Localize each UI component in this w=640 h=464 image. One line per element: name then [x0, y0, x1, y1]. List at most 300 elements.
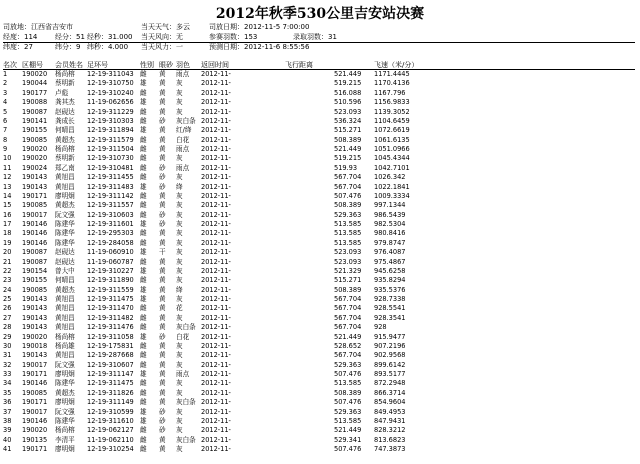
- cell-loft-id: 190135: [22, 435, 48, 444]
- cell-distance: 523.093: [334, 107, 362, 116]
- table-row: [3, 267, 635, 276]
- cell-return-date: 2012-11-: [201, 388, 231, 397]
- cell-ring-number: 12-19-311147: [87, 370, 134, 378]
- cell-loft-id: 190141: [22, 116, 48, 125]
- cell-eye-sand: 砂: [159, 407, 166, 416]
- cell-eye-sand: 黄: [159, 107, 166, 116]
- cell-speed: 1022.1841: [374, 182, 410, 191]
- cell-eye-sand: 砂: [159, 220, 166, 228]
- table-row: [3, 145, 635, 154]
- cell-ring-number: 12-19-311610: [87, 416, 134, 425]
- cell-return-date: 2012-11-: [201, 313, 231, 322]
- cell-rank: 21: [3, 257, 12, 266]
- cell-ring-number: 12-19-311559: [87, 285, 134, 294]
- cell-feather-color: 红/绛: [176, 126, 192, 135]
- cell-sex: 雌: [140, 135, 147, 144]
- cell-eye-sand: 黄: [159, 285, 166, 294]
- cell-member-name: 杨尚榕: [55, 70, 75, 78]
- cell-loft-id: 190018: [22, 341, 48, 350]
- cell-loft-id: 190087: [22, 107, 48, 116]
- cell-sex: 雌: [140, 210, 147, 219]
- cell-distance: 529.363: [334, 210, 362, 219]
- cell-feather-color: 雨点: [176, 70, 190, 78]
- results-table-header: [3, 61, 635, 70]
- cell-member-name: 蔡明新: [55, 79, 75, 88]
- cell-speed: 1045.4344: [374, 154, 410, 163]
- cell-sex: 雌: [140, 173, 147, 182]
- cell-return-date: 2012-11-: [201, 304, 231, 313]
- cell-sex: 雌: [140, 191, 147, 200]
- table-row: [3, 239, 635, 248]
- cell-eye-sand: 黄: [159, 341, 166, 350]
- cell-rank: 35: [3, 388, 12, 397]
- info-row-2: [3, 33, 635, 44]
- cell-speed: 928: [374, 323, 387, 332]
- cell-return-date: 2012-11-: [201, 435, 231, 444]
- cell-feather-color: 灰: [176, 191, 183, 200]
- cell-eye-sand: 黄: [159, 379, 166, 388]
- cell-feather-color: 灰: [176, 88, 183, 97]
- cell-eye-sand: 干: [159, 248, 166, 257]
- cell-speed: 854.9604: [374, 398, 406, 407]
- cell-member-name: 阮文强: [55, 407, 75, 416]
- cell-distance: 515.271: [334, 276, 362, 285]
- cell-loft-id: 190143: [22, 182, 48, 191]
- cell-speed: 1009.3334: [374, 191, 410, 200]
- cell-ring-number: 12-19-310481: [87, 163, 134, 172]
- cell-ring-number: 12-19-310254: [87, 445, 134, 453]
- cell-ring-number: 12-19-311475: [87, 295, 134, 303]
- cell-sex: 雌: [140, 70, 147, 78]
- cell-rank: 33: [3, 370, 12, 378]
- cell-loft-id: 190171: [22, 370, 48, 378]
- cell-member-name: 郑乙南: [55, 163, 75, 172]
- cell-eye-sand: 黄: [159, 295, 166, 303]
- cell-feather-color: 灰: [176, 341, 183, 350]
- cell-loft-id: 190085: [22, 388, 48, 397]
- cell-eye-sand: 黄: [159, 435, 166, 444]
- cell-member-name: 陈建华: [55, 379, 75, 388]
- cell-rank: 34: [3, 379, 12, 388]
- cell-rank: 28: [3, 323, 12, 332]
- cell-member-name: 黄旭昌: [55, 304, 75, 313]
- cell-return-date: 2012-11-: [201, 79, 231, 88]
- cell-loft-id: 190146: [22, 416, 48, 425]
- cell-sex: 雄: [140, 266, 147, 275]
- cell-member-name: 黄旭昌: [55, 173, 75, 182]
- cell-feather-color: 灰: [176, 351, 183, 360]
- forecast-date: 预测日期：2012-11-6 8:55:56: [209, 43, 310, 51]
- cell-return-date: 2012-11-: [201, 107, 231, 116]
- cell-distance: 567.704: [334, 182, 362, 191]
- cell-speed: 986.5439: [374, 210, 406, 219]
- cell-return-date: 2012-11-: [201, 191, 231, 200]
- latitude-sec: 纬秒：4.000: [87, 43, 129, 51]
- cell-speed: 980.8416: [374, 229, 406, 238]
- cell-distance: 508.389: [334, 388, 362, 397]
- cell-sex: 雌: [140, 360, 147, 369]
- cell-feather-color: 灰: [176, 248, 183, 257]
- table-row: [3, 379, 635, 388]
- cell-eye-sand: 砂: [159, 116, 166, 125]
- cell-speed: 907.2196: [374, 341, 406, 350]
- table-row: [3, 370, 635, 379]
- cell-rank: 7: [3, 126, 8, 135]
- cell-eye-sand: 砂: [159, 182, 166, 191]
- cell-speed: 935.5376: [374, 285, 406, 294]
- cell-distance: 508.389: [334, 201, 362, 210]
- cell-sex: 雌: [140, 163, 147, 172]
- cell-feather-color: 灰白条: [176, 435, 196, 444]
- table-row: [3, 89, 635, 98]
- cell-feather-color: 灰: [176, 107, 183, 116]
- cell-ring-number: 12-19-311826: [87, 388, 134, 397]
- cell-member-name: 杨尚榕: [55, 145, 75, 153]
- cell-distance: 507.476: [334, 191, 362, 200]
- cell-rank: 41: [3, 445, 12, 453]
- cell-eye-sand: 黄: [159, 88, 166, 97]
- table-row: [3, 192, 635, 201]
- cell-speed: 935.8294: [374, 276, 406, 285]
- cell-rank: 9: [3, 145, 8, 153]
- table-row: [3, 136, 635, 145]
- cell-member-name: 阮文强: [55, 210, 75, 219]
- cell-speed: 997.1344: [374, 201, 406, 210]
- cell-distance: 521.449: [334, 332, 362, 341]
- cell-distance: 513.585: [334, 416, 362, 425]
- cell-distance: 507.476: [334, 370, 362, 378]
- cell-loft-id: 190171: [22, 398, 48, 407]
- cell-return-date: 2012-11-: [201, 276, 231, 285]
- cell-return-date: 2012-11-: [201, 116, 231, 125]
- cell-sex: 雌: [140, 313, 147, 322]
- table-row: [3, 351, 635, 360]
- cell-return-date: 2012-11-: [201, 145, 231, 153]
- cell-speed: 1072.6619: [374, 126, 410, 135]
- cell-feather-color: 灰: [176, 220, 183, 228]
- cell-loft-id: 190155: [22, 126, 48, 135]
- cell-feather-color: 灰: [176, 266, 183, 275]
- cell-loft-id: 190017: [22, 360, 48, 369]
- cell-return-date: 2012-11-: [201, 379, 231, 388]
- cell-rank: 14: [3, 191, 12, 200]
- cell-feather-color: 灰: [176, 313, 183, 322]
- cell-sex: 雌: [140, 379, 147, 388]
- cell-ring-number: 12-19-311455: [87, 173, 134, 182]
- cell-ring-number: 12-19-311470: [87, 304, 134, 313]
- cell-ring-number: 12-19-311482: [87, 313, 134, 322]
- cell-speed: 828.3212: [374, 426, 406, 435]
- cell-speed: 928.3541: [374, 313, 406, 322]
- cell-eye-sand: 黄: [159, 398, 166, 407]
- longitude-sec: 经秒：31.000: [87, 32, 133, 41]
- cell-speed: 899.6142: [374, 360, 406, 369]
- cell-speed: 982.5304: [374, 220, 406, 228]
- cell-return-date: 2012-11-: [201, 341, 231, 350]
- cell-return-date: 2012-11-: [201, 248, 231, 257]
- cell-loft-id: 190143: [22, 323, 48, 332]
- cell-rank: 8: [3, 135, 8, 144]
- cell-member-name: 黄旭昌: [55, 351, 75, 360]
- cell-ring-number: 12-19-062127: [87, 426, 134, 435]
- longitude-deg: 经度：114: [3, 32, 38, 41]
- table-row: [3, 70, 635, 79]
- cell-sex: 雄: [140, 370, 147, 378]
- cell-feather-color: 灰: [176, 154, 183, 163]
- cell-sex: 雄: [140, 248, 147, 257]
- cell-feather-color: 灰: [176, 210, 183, 219]
- cell-ring-number: 12-19-311601: [87, 220, 134, 228]
- cell-sex: 雌: [140, 398, 147, 407]
- cell-rank: 37: [3, 407, 12, 416]
- latitude-min: 纬分：9: [55, 43, 81, 51]
- cell-speed: 902.9568: [374, 351, 406, 360]
- cell-member-name: 陈建华: [55, 220, 75, 228]
- cell-member-name: 陈建华: [55, 229, 75, 238]
- cell-loft-id: 190020: [22, 154, 48, 163]
- cell-member-name: 黄旭昌: [55, 313, 75, 322]
- cell-ring-number: 12-19-311483: [87, 182, 134, 191]
- table-row: [3, 445, 635, 454]
- cell-speed: 847.9431: [374, 416, 406, 425]
- cell-ring-number: 12-19-287668: [87, 351, 134, 360]
- cell-sex: 雌: [140, 107, 147, 116]
- cell-return-date: 2012-11-: [201, 182, 231, 191]
- cell-ring-number: 11-19-060910: [87, 248, 134, 257]
- cell-ring-number: 12-19-310607: [87, 360, 134, 369]
- cell-rank: 26: [3, 304, 12, 313]
- cell-member-name: 廖明炯: [55, 398, 75, 407]
- cell-rank: 4: [3, 98, 8, 107]
- weather: 当天天气：多云: [141, 23, 190, 31]
- cell-feather-color: 灰: [176, 98, 183, 107]
- cell-feather-color: 灰: [176, 445, 183, 453]
- cell-member-name: 杨尚雄: [55, 341, 75, 350]
- cell-return-date: 2012-11-: [201, 163, 231, 172]
- cell-sex: 雄: [140, 126, 147, 135]
- header-distance: 飞行距离: [285, 61, 313, 69]
- cell-feather-color: 灰: [176, 79, 183, 88]
- cell-ring-number: 12-19-310750: [87, 79, 134, 88]
- cell-rank: 24: [3, 285, 12, 294]
- cell-feather-color: 灰: [176, 238, 183, 247]
- cell-member-name: 阮文强: [55, 360, 75, 369]
- cell-feather-color: 雨点: [176, 145, 190, 153]
- cell-rank: 11: [3, 163, 12, 172]
- cell-distance: 528.652: [334, 341, 362, 350]
- cell-member-name: 蔡明新: [55, 154, 75, 163]
- results-table-body: [3, 70, 635, 454]
- cell-return-date: 2012-11-: [201, 201, 231, 210]
- table-row: [3, 426, 635, 435]
- table-row: [3, 126, 635, 135]
- cell-eye-sand: 砂: [159, 426, 166, 435]
- cell-member-name: 何晴昌: [55, 126, 75, 135]
- cell-rank: 22: [3, 266, 12, 275]
- cell-rank: 2: [3, 79, 8, 88]
- cell-eye-sand: 黄: [159, 79, 166, 88]
- cell-return-date: 2012-11-: [201, 88, 231, 97]
- header-feather-color: 羽色: [176, 61, 190, 69]
- cell-feather-color: 雨点: [176, 370, 190, 378]
- cell-loft-id: 190088: [22, 98, 48, 107]
- cell-distance: 529.363: [334, 360, 362, 369]
- table-row: [3, 323, 635, 332]
- cell-eye-sand: 砂: [159, 332, 166, 341]
- latitude-deg: 纬度：27: [3, 43, 33, 51]
- cell-sex: 雌: [140, 435, 147, 444]
- cell-sex: 雌: [140, 229, 147, 238]
- header-eye-sand: 眼砂: [159, 61, 173, 69]
- cell-loft-id: 190087: [22, 257, 48, 266]
- cell-rank: 36: [3, 398, 12, 407]
- cell-sex: 雌: [140, 323, 147, 332]
- cell-rank: 31: [3, 351, 12, 360]
- header-speed: 飞速（米/分）: [374, 61, 419, 69]
- race-info-panel: [3, 23, 635, 53]
- cell-eye-sand: 砂: [159, 173, 166, 182]
- cell-eye-sand: 黄: [159, 351, 166, 360]
- cell-member-name: 杨尚榕: [55, 426, 75, 435]
- table-row: [3, 154, 635, 163]
- cell-sex: 雌: [140, 304, 147, 313]
- cell-return-date: 2012-11-: [201, 398, 231, 407]
- cell-eye-sand: 砂: [159, 416, 166, 425]
- table-row: [3, 295, 635, 304]
- cell-eye-sand: 黄: [159, 388, 166, 397]
- table-row: [3, 389, 635, 398]
- cell-ring-number: 12-19-295303: [87, 229, 134, 238]
- table-row: [3, 314, 635, 323]
- table-row: [3, 286, 635, 295]
- cell-member-name: 黄旭昌: [55, 323, 75, 332]
- cell-feather-color: 灰: [176, 379, 183, 388]
- table-row: [3, 201, 635, 210]
- cell-rank: 29: [3, 332, 12, 341]
- cell-member-name: 黄旭昌: [55, 182, 75, 191]
- cell-member-name: 黄旭昌: [55, 295, 75, 303]
- cell-eye-sand: 黄: [159, 154, 166, 163]
- cell-speed: 747.3873: [374, 445, 406, 453]
- cell-sex: 雄: [140, 182, 147, 191]
- cell-sex: 雄: [140, 295, 147, 303]
- header-member-name: 会员姓名: [55, 61, 83, 69]
- cell-distance: 567.704: [334, 295, 362, 303]
- cell-sex: 雌: [140, 445, 147, 453]
- cell-speed: 866.3714: [374, 388, 406, 397]
- cell-feather-color: 灰: [176, 276, 183, 285]
- cell-loft-id: 190146: [22, 220, 48, 228]
- cell-rank: 10: [3, 154, 12, 163]
- cell-sex: 雌: [140, 145, 147, 153]
- cell-member-name: 廖明炯: [55, 370, 75, 378]
- cell-speed: 1156.9833: [374, 98, 410, 107]
- cell-return-date: 2012-11-: [201, 351, 231, 360]
- cell-return-date: 2012-11-: [201, 220, 231, 228]
- cell-distance: 567.704: [334, 304, 362, 313]
- table-row: [3, 173, 635, 182]
- cell-speed: 1051.0966: [374, 145, 410, 153]
- cell-ring-number: 12-19-310599: [87, 407, 134, 416]
- cell-speed: 1061.6135: [374, 135, 410, 144]
- table-row: [3, 436, 635, 445]
- cell-distance: 519.215: [334, 154, 362, 163]
- table-row: [3, 183, 635, 192]
- cell-distance: 519.215: [334, 79, 362, 88]
- cell-sex: 雌: [140, 116, 147, 125]
- cell-speed: 976.4087: [374, 248, 406, 257]
- cell-distance: 529.363: [334, 407, 362, 416]
- cell-member-name: 黄超杰: [55, 201, 75, 210]
- cell-member-name: 卢彪: [55, 88, 69, 97]
- cell-return-date: 2012-11-: [201, 285, 231, 294]
- cell-feather-color: 灰: [176, 229, 183, 238]
- cell-member-name: 何晴昌: [55, 276, 75, 285]
- cell-eye-sand: 砂: [159, 210, 166, 219]
- cell-sex: 雄: [140, 220, 147, 228]
- cell-eye-sand: 黄: [159, 191, 166, 200]
- cell-distance: 513.585: [334, 220, 362, 228]
- cell-loft-id: 190020: [22, 332, 48, 341]
- table-row: [3, 220, 635, 229]
- cell-loft-id: 190143: [22, 304, 48, 313]
- cell-ring-number: 12-19-310603: [87, 210, 134, 219]
- table-row: [3, 342, 635, 351]
- cell-ring-number: 12-19-311475: [87, 379, 134, 388]
- cell-loft-id: 190177: [22, 88, 48, 97]
- cell-speed: 928.7338: [374, 295, 406, 303]
- cell-speed: 849.4953: [374, 407, 406, 416]
- cell-speed: 893.5177: [374, 370, 406, 378]
- cell-distance: 523.093: [334, 257, 362, 266]
- cell-member-name: 曾大中: [55, 266, 75, 275]
- release-date: 司放日期：2012-11-5 7:00:00: [209, 23, 310, 31]
- release-location: 司放地：江西省吉安市: [3, 23, 73, 31]
- cell-loft-id: 190154: [22, 266, 48, 275]
- cell-ring-number: 11-19-062656: [87, 98, 134, 107]
- cell-sex: 雄: [140, 98, 147, 107]
- cell-sex: 雌: [140, 388, 147, 397]
- cell-member-name: 龚成长: [55, 116, 75, 125]
- cell-rank: 30: [3, 341, 12, 350]
- cell-rank: 25: [3, 295, 12, 303]
- cell-eye-sand: 黄: [159, 276, 166, 285]
- cell-speed: 1104.6459: [374, 116, 410, 125]
- cell-feather-color: 灰白条: [176, 323, 196, 332]
- cell-return-date: 2012-11-: [201, 238, 231, 247]
- cell-return-date: 2012-11-: [201, 257, 231, 266]
- cell-sex: 雄: [140, 79, 147, 88]
- cell-member-name: 龚其杰: [55, 98, 75, 107]
- cell-speed: 975.4867: [374, 257, 406, 266]
- cell-feather-color: 白花: [176, 135, 190, 144]
- cell-return-date: 2012-11-: [201, 360, 231, 369]
- entry-count: 参赛羽数：153: [209, 32, 258, 41]
- cell-distance: 508.389: [334, 285, 362, 294]
- cell-loft-id: 190085: [22, 135, 48, 144]
- cell-distance: 513.585: [334, 229, 362, 238]
- cell-return-date: 2012-11-: [201, 370, 231, 378]
- cell-feather-color: 灰: [176, 388, 183, 397]
- cell-ring-number: 12-19-310227: [87, 266, 134, 275]
- cell-member-name: 黄超杰: [55, 388, 75, 397]
- cell-loft-id: 190146: [22, 229, 48, 238]
- cell-member-name: 黄超杰: [55, 135, 75, 144]
- cell-loft-id: 190044: [22, 79, 48, 88]
- cell-loft-id: 190020: [22, 70, 48, 78]
- cell-distance: 510.596: [334, 98, 362, 107]
- header-rank: 名次: [3, 61, 17, 69]
